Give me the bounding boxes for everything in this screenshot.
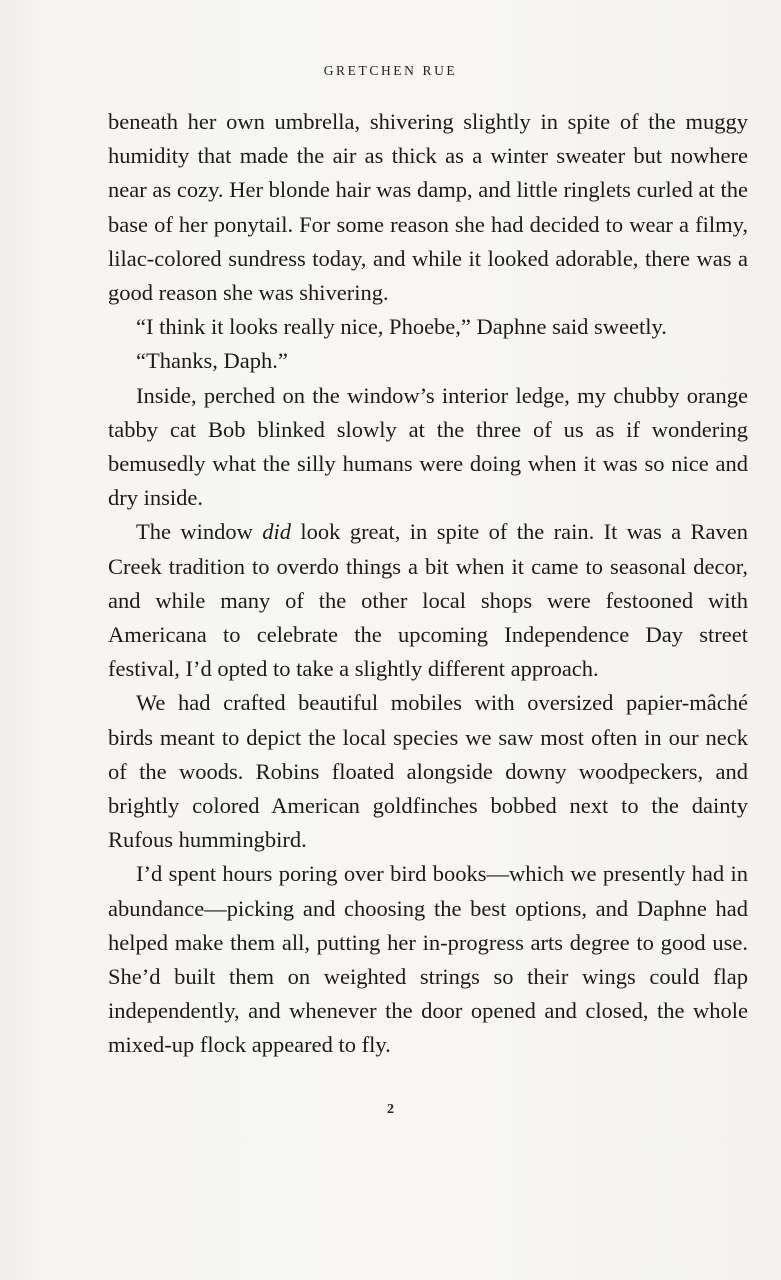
- paragraph-6-text: We had crafted beautiful mobiles with oversized papier-mâché birds meant to depict the local species we saw most often in our neck of the woods. Robins floated alongside downy woodpeckers, and brightly colored American goldfinches bobbed next to the dainty Rufous hummingbird.: [108, 690, 748, 853]
- paragraph-5: [108, 515, 748, 686]
- paragraph-6: [108, 686, 748, 857]
- paragraph-4: [108, 379, 748, 516]
- paragraph-5-emphasis: did: [262, 519, 292, 545]
- paragraph-3-text: “Thanks, Daph.”: [136, 348, 288, 374]
- paragraph-5-text-start: The window: [136, 519, 263, 545]
- body-text: [108, 105, 748, 1063]
- paragraph-3: [108, 344, 748, 378]
- paragraph-4-text: Inside, perched on the window’s interior ledge, my chubby orange tabby cat Bob blinked slowly at the three of us as if wondering bemusedly what the silly humans were doing when it was so nice and dry inside.: [108, 382, 748, 511]
- paragraph-1-text: beneath her own umbrella, shivering slightly in spite of the muggy humidity that made the air as thick as a winter sweater but nowhere near as cozy. Her blonde hair was damp, and little ringlets curled at the base of her ponytail. For some reason she had decided to wear a filmy, lilac-colored sundress today, and while it looked adorable, there was a good reason she was shivering.: [108, 109, 748, 306]
- paragraph-7-text: I’d spent hours poring over bird books—which we presently had in abundance—picking and choosing the best options, and Daphne had helped make them all, putting her in-progress arts degree to good use. She’d built them on weighted strings so their wings could flap independently, and whenever the door opened and closed, the whole mixed-up flock appeared to fly.: [108, 861, 748, 1058]
- paragraph-2: [108, 310, 748, 344]
- paragraph-5-text-end: look great, in spite of the rain. It was a Raven Creek tradition to overdo things a bit when it came to seasonal decor, and while many of the other local shops were festooned with Americana to celebrate the upcoming Independence Day street festival, I’d opted to take a slightly different approach.: [108, 519, 748, 682]
- paragraph-7: [108, 857, 748, 1062]
- running-head: GRETCHEN RUE: [323, 63, 458, 78]
- paragraph-1: [108, 105, 748, 310]
- page-number: 2: [387, 1102, 394, 1117]
- paragraph-2-text: “I think it looks really nice, Phoebe,” Daphne said sweetly.: [136, 314, 667, 340]
